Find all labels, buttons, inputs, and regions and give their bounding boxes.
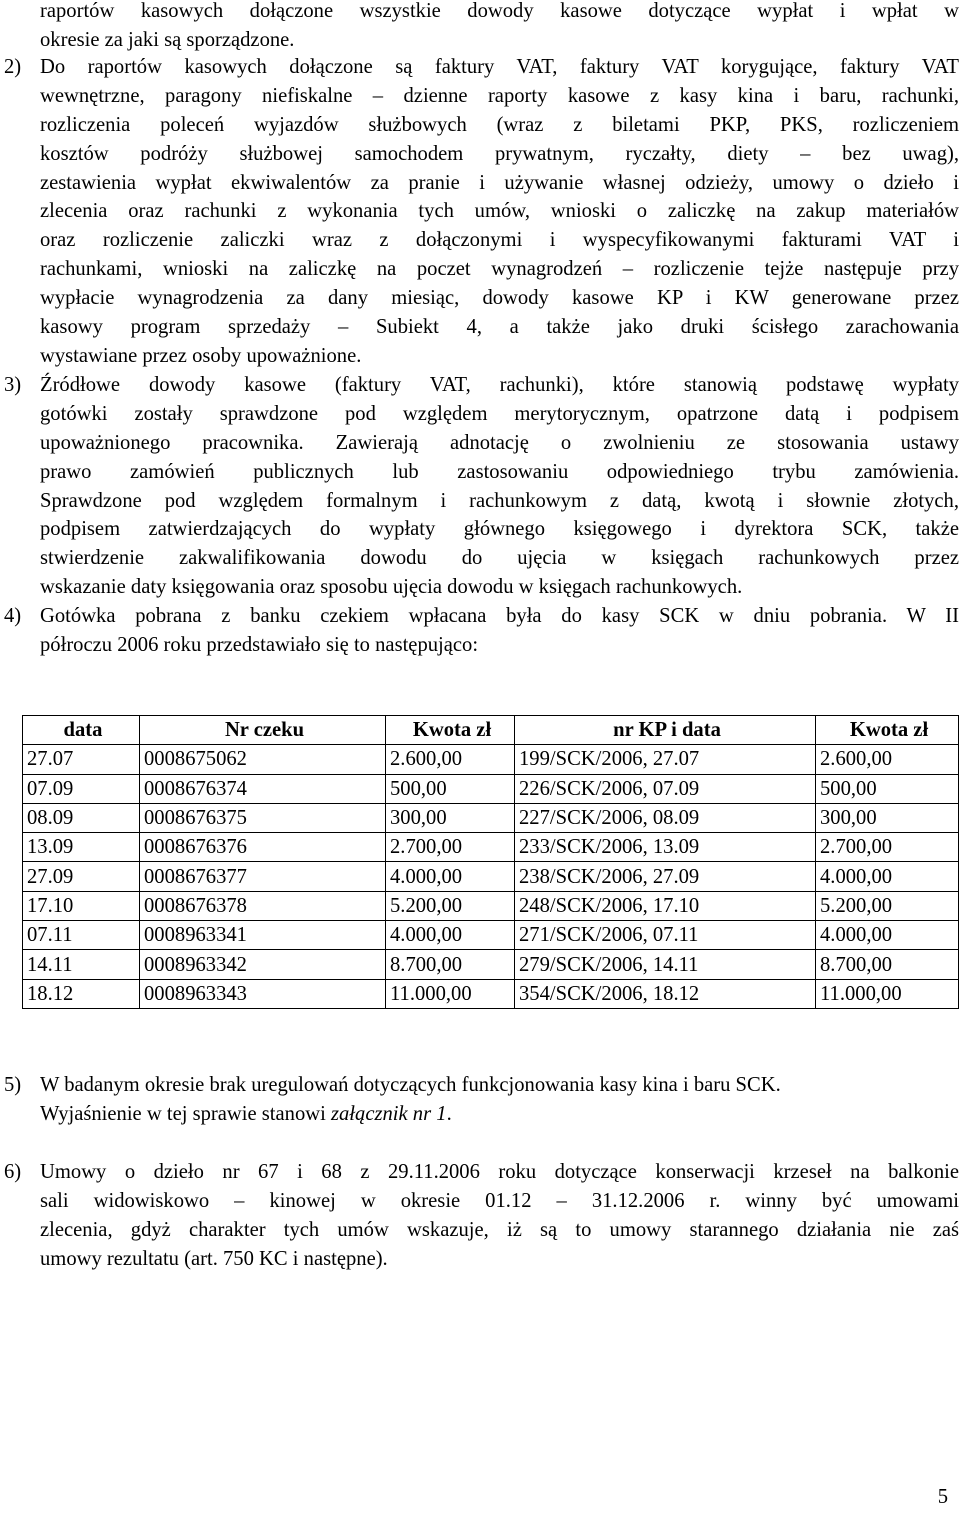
table-row [23, 833, 959, 862]
item-4-paragraph [40, 602, 959, 660]
cell-amount-kp: 500,00 [816, 774, 959, 803]
text-line: upoważnionego pracownika. Zawierają adnotację o zwolnieniu ze stosowania ustawy [40, 431, 959, 454]
text-line: zlecenia, gdyż charakter tych umów wskazuje, iż są to umowy starannego działania nie zaś [40, 1218, 959, 1241]
cell-date: 08.09 [23, 803, 140, 832]
cell-check-number: 0008676378 [140, 891, 386, 920]
text-line: gotówki zostały sprawdzone pod względem merytorycznym, opatrzone datą i podpisem [40, 402, 959, 425]
table-row [23, 950, 959, 979]
table-row [23, 921, 959, 950]
table-header-row [23, 716, 959, 745]
cell-amount: 500,00 [386, 774, 515, 803]
text-line: kosztów podróży służbowej samochodem prywatnym, ryczałty, diety – bez uwag), [40, 142, 959, 165]
item-number: 6) [4, 1161, 22, 1183]
text-line: raportów kasowych dołączone wszystkie dowody kasowe dotyczące wypłat i wpłat w [40, 0, 959, 22]
text-line: Umowy o dzieło nr 67 i 68 z 29.11.2006 roku dotyczące konserwacji krzeseł na balkonie [40, 1161, 959, 1183]
intro-paragraph [40, 0, 959, 55]
text-line [40, 1100, 959, 1129]
cell-kp-number-date: 271/SCK/2006, 07.11 [515, 921, 816, 950]
cell-date: 13.09 [23, 833, 140, 862]
item-number: 3) [4, 374, 22, 396]
cell-amount: 4.000,00 [386, 921, 515, 950]
text-line: W badanym okresie brak uregulowań dotyczących funkcjonowania kasy kina i baru SCK. [40, 1074, 781, 1096]
item-number: 2) [4, 56, 22, 78]
cell-check-number: 0008676376 [140, 833, 386, 862]
cell-amount-kp: 2.600,00 [816, 745, 959, 774]
item-5-paragraph [40, 1071, 959, 1129]
text-line: wypłacie wynagrodzenia za dany miesiąc, dowody kasowe KP i KW generowane przez [40, 287, 959, 310]
text-line: umowy rezultatu (art. 750 KC i następne). [40, 1247, 388, 1270]
cell-amount-kp: 2.700,00 [816, 833, 959, 862]
cell-check-number: 0008676374 [140, 774, 386, 803]
text-line: kasowy program sprzedaży – Subiekt 4, a także jako druki ścisłego zarachowania [40, 316, 959, 339]
column-header-date: data [23, 716, 140, 745]
column-header-check-number: Nr czeku [140, 716, 386, 745]
text-line: sali widowiskowo – kinowej w okresie 01.12 – 31.12.2006 r. winny być umowami [40, 1189, 959, 1212]
text-fragment: . [446, 1102, 452, 1125]
text-line: Do raportów kasowych dołączone są faktury VAT, faktury VAT korygujące, faktury VAT [40, 56, 959, 78]
page-number: 5 [937, 1486, 948, 1508]
text-line: półroczu 2006 roku przedstawiało się to następująco: [40, 633, 479, 656]
cell-date: 14.11 [23, 950, 140, 979]
cell-amount: 300,00 [386, 803, 515, 832]
text-line: Gotówka pobrana z banku czekiem wpłacana była do kasy SCK w dniu pobrania. W II [40, 605, 959, 627]
cell-kp-number-date: 199/SCK/2006, 27.07 [515, 745, 816, 774]
column-header-amount-kp: Kwota zł [816, 716, 959, 745]
text-line: prawo zamówień publicznych lub zastosowaniu odpowiedniego trybu zamówienia. [40, 460, 959, 483]
item-number: 5) [4, 1074, 22, 1096]
cell-amount: 2.700,00 [386, 833, 515, 862]
cell-amount-kp: 4.000,00 [816, 862, 959, 891]
text-line: wystawiane przez osoby upoważnione. [40, 344, 362, 367]
item-2-paragraph [40, 53, 959, 371]
cell-date: 07.11 [23, 921, 140, 950]
table-row [23, 862, 959, 891]
column-header-kp-number-date: nr KP i data [515, 716, 816, 745]
cell-check-number: 0008676377 [140, 862, 386, 891]
item-3-paragraph [40, 371, 959, 602]
cell-kp-number-date: 226/SCK/2006, 07.09 [515, 774, 816, 803]
table-row [23, 774, 959, 803]
cell-kp-number-date: 238/SCK/2006, 27.09 [515, 862, 816, 891]
cell-check-number: 0008963343 [140, 979, 386, 1008]
text-line: rozliczenia poleceń wyjazdów służbowych (wraz z biletami PKP, PKS, rozliczeniem [40, 113, 959, 136]
text-fragment: Wyjaśnienie w tej sprawie stanowi [40, 1102, 331, 1125]
cell-amount-kp: 8.700,00 [816, 950, 959, 979]
table-row [23, 803, 959, 832]
cell-amount: 4.000,00 [386, 862, 515, 891]
cell-amount-kp: 11.000,00 [816, 979, 959, 1008]
cell-amount-kp: 4.000,00 [816, 921, 959, 950]
text-line: rachunkami, wnioski na zaliczkę na poczet wynagrodzeń – rozliczenie tejże następuje przy [40, 258, 959, 281]
item-number: 4) [4, 605, 22, 627]
cell-date: 27.09 [23, 862, 140, 891]
cell-check-number: 0008963341 [140, 921, 386, 950]
cell-amount: 8.700,00 [386, 950, 515, 979]
cell-date: 07.09 [23, 774, 140, 803]
text-line: oraz rozliczenie zaliczki wraz z dołączonymi i wyspecyfikowanymi fakturami VAT i [40, 229, 959, 252]
text-line: Sprawdzone pod względem formalnym i rachunkowym z datą, kwotą i słownie złotych, [40, 489, 959, 512]
cell-amount: 11.000,00 [386, 979, 515, 1008]
text-line: wewnętrzne, paragony niefiskalne – dzienne raporty kasowe z kasy kina i baru, rachunki, [40, 84, 959, 107]
cell-check-number: 0008676375 [140, 803, 386, 832]
cell-amount: 2.600,00 [386, 745, 515, 774]
text-line: podpisem zatwierdzających do wypłaty głównego księgowego i dyrektora SCK, także [40, 518, 959, 541]
cell-kp-number-date: 279/SCK/2006, 14.11 [515, 950, 816, 979]
text-line: okresie za jaki są sporządzone. [40, 28, 295, 51]
cell-kp-number-date: 248/SCK/2006, 17.10 [515, 891, 816, 920]
cell-check-number: 0008963342 [140, 950, 386, 979]
cell-kp-number-date: 227/SCK/2006, 08.09 [515, 803, 816, 832]
attachment-reference: załącznik nr 1 [331, 1102, 447, 1125]
table-row [23, 891, 959, 920]
text-line: wskazanie daty księgowania oraz sposobu ujęcia dowodu w księgach rachunkowych. [40, 576, 743, 599]
cell-date: 18.12 [23, 979, 140, 1008]
cell-check-number: 0008675062 [140, 745, 386, 774]
column-header-amount: Kwota zł [386, 716, 515, 745]
cell-kp-number-date: 233/SCK/2006, 13.09 [515, 833, 816, 862]
cell-amount: 5.200,00 [386, 891, 515, 920]
cell-amount-kp: 5.200,00 [816, 891, 959, 920]
item-6-paragraph [40, 1158, 959, 1274]
text-line: zlecenia oraz rachunki z wykonania tych umów, wnioski o zaliczkę na zakup materiałów [40, 200, 959, 223]
text-line: zestawienia wypłat ekwiwalentów za pranie i używanie własnej odzieży, umowy o dzieło i [40, 171, 959, 194]
table-row [23, 745, 959, 774]
cell-date: 17.10 [23, 891, 140, 920]
cash-checks-table [22, 715, 959, 1009]
text-line: Źródłowe dowody kasowe (faktury VAT, rachunki), które stanowią podstawę wypłaty [40, 374, 959, 396]
cell-kp-number-date: 354/SCK/2006, 18.12 [515, 979, 816, 1008]
cell-amount-kp: 300,00 [816, 803, 959, 832]
cell-date: 27.07 [23, 745, 140, 774]
text-line: stwierdzenie zakwalifikowania dowodu do ujęcia w księgach rachunkowych przez [40, 547, 959, 570]
table-row [23, 979, 959, 1008]
